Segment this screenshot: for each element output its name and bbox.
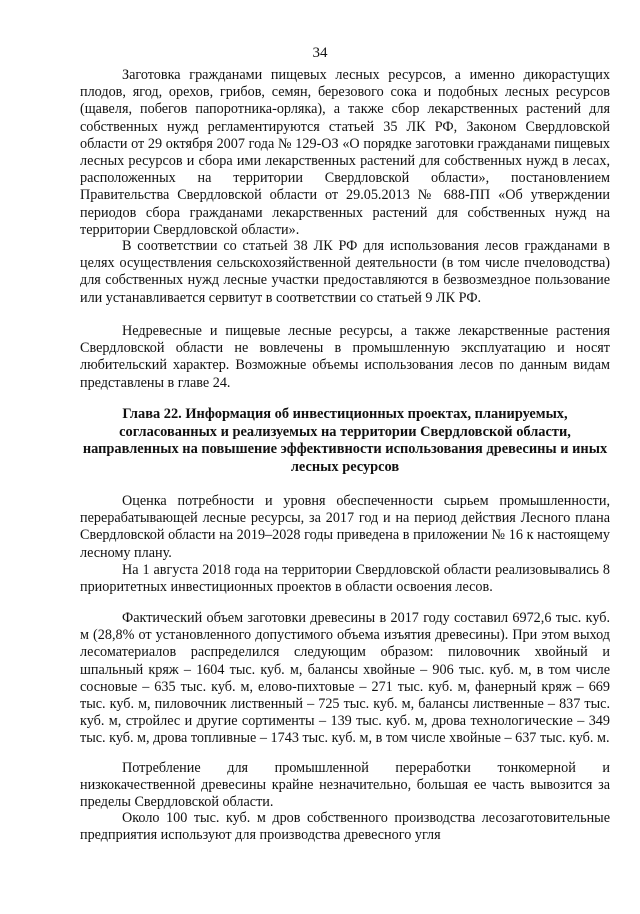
paragraph-raw-material-assessment: Оценка потребности и уровня обеспеченности сырьем промышленности, перерабатывающей лесные ресурсы, за 2017 год и на период действия Лесного плана Свердловской области на 2019–2028 годы приведена в приложении № 16 к настоящему лесному плану. — [80, 493, 610, 561]
paragraph-non-timber-resources: Недревесные и пищевые лесные ресурсы, а также лекарственные растения Свердловской области не вовлечены в промышленную эксплуатацию и носят любительский характер. Возможные объемы использования лесов по данным видам представлены в главе 24. — [80, 323, 610, 391]
paragraph-food-resources: Заготовка гражданами пищевых лесных ресурсов, а именно дикорастущих плодов, ягод, орехов, грибов, семян, березового сока и подобных лесных ресурсов (щавеля, побегов папоротника-орляка), а также сбор лекарственных растений для собственных нужд регламентируются статьей 35 ЛК РФ, Законом Свердловской области от 29 октября 2007 года № 129-ОЗ «О порядке заготовки гражданами пищевых лесных ресурсов и сбора ими лекарственных растений для собственных нужд в лесах, расположенных на территории Свердловской области», постановлением Правительства Свердловской области от 29.05.2013 № 688-ПП «Об утверждении периодов сбора гражданами лекарственных растений для собственных нужд на территории Свердловской области». — [80, 67, 610, 238]
paragraph-firewood: Около 100 тыс. куб. м дров собственного производства лесозаготовительные предприятия используют для производства древесного угля — [80, 810, 610, 844]
paragraph-harvest-volume: Фактический объем заготовки древесины в 2017 году составил 6972,6 тыс. куб. м (28,8% от установленного допустимого объема изъятия древесины). При этом выход лесоматериалов распределился следующим образом: пиловочник хвойный и шпальный кряж – 1604 тыс. куб. м, балансы хвойные – 906 тыс. куб. м, в том числе сосновые – 635 тыс. куб. м, елово-пихтовые – 271 тыс. куб. м, фанерный кряж – 669 тыс. куб. м, пиловочник лиственный – 725 тыс. куб. м, балансы лиственные – 837 тыс. куб. м, стройлес и другие сортименты – 139 тыс. куб. м, дрова технологические – 349 тыс. куб. м, дрова топливные – 1743 тыс. куб. м, в том числе хвойные – 637 тыс. куб. м. — [80, 610, 610, 747]
paragraph-investment-projects: На 1 августа 2018 года на территории Свердловской области реализовывались 8 приоритетных инвестиционных проектов в области освоения лесов. — [80, 562, 610, 596]
paragraph-agricultural-use: В соответствии со статьей 38 ЛК РФ для использования лесов гражданами в целях осуществления сельскохозяйственной деятельности (в том числе пчеловодства) для собственных нужд лесные участки предоставляются в безвозмездное пользование или устанавливается сервитут в соответствии со статьей 9 ЛК РФ. — [80, 238, 610, 306]
page-number: 34 — [312, 45, 328, 61]
chapter-heading: Глава 22. Информация об инвестиционных проектах, планируемых, согласованных и реализуемых на территории Свердловской области, направленных на повышение эффективности использования древесины и иных лесных ресурсов — [82, 406, 608, 475]
paragraph-low-grade-wood: Потребление для промышленной переработки тонкомерной и низкокачественной древесины крайне незначительно, большая ее часть вывозится за пределы Свердловской области. — [80, 760, 610, 811]
